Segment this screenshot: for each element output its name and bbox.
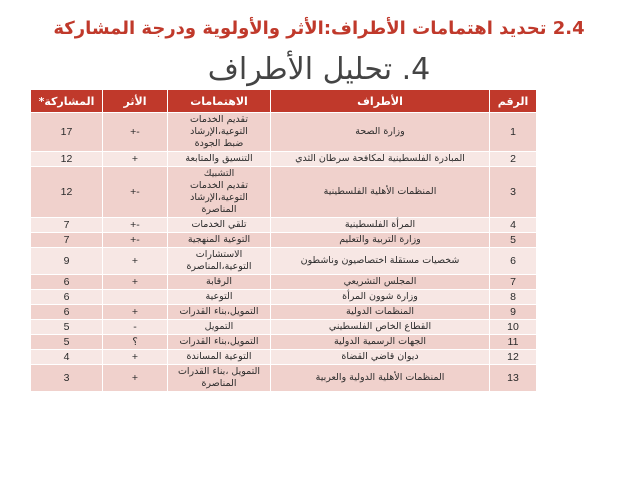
interest-line: الرقابة	[206, 276, 232, 287]
table-row	[31, 233, 537, 248]
header-num: الرقم	[490, 90, 537, 113]
row-participation: 7	[31, 233, 103, 248]
row-participation: 3	[31, 365, 103, 392]
row-party: وزارة الصحة	[271, 113, 490, 152]
table-body	[31, 113, 537, 392]
interest-line: التمويل،بناء القدرات	[179, 306, 259, 317]
row-participation: 12	[31, 152, 103, 167]
interest-line: التشبيك	[203, 168, 235, 179]
table-row	[31, 275, 537, 290]
row-party: المنظمات الأهلية الدولية والعربية	[271, 365, 490, 392]
row-number: 8	[490, 290, 537, 305]
interest-line: ضبط الجودة	[194, 138, 244, 149]
row-number: 10	[490, 320, 537, 335]
row-party: المنظمات الأهلية الفلسطينية	[271, 167, 490, 218]
row-interests	[168, 275, 271, 290]
row-interests	[168, 290, 271, 305]
table-row	[31, 218, 537, 233]
row-impact: +	[103, 152, 168, 167]
row-number: 1	[490, 113, 537, 152]
row-interests	[168, 320, 271, 335]
interest-line: المناصرة	[201, 204, 237, 215]
slide-title: 4. تحليل الأطراف	[207, 52, 431, 87]
interest-line: التوعية،المناصرة	[186, 261, 252, 272]
table-row	[31, 290, 537, 305]
interest-line: تلقي الخدمات	[191, 219, 247, 230]
row-participation: 5	[31, 335, 103, 350]
interest-line: التوعية المنهجية	[187, 234, 251, 245]
row-number: 9	[490, 305, 537, 320]
row-party: ديوان قاضي القضاة	[271, 350, 490, 365]
table-row	[31, 350, 537, 365]
row-number: 7	[490, 275, 537, 290]
stakeholder-table	[30, 89, 537, 392]
interest-line: التمويل،بناء القدرات	[179, 336, 259, 347]
header-party: الأطراف	[271, 90, 490, 113]
row-number: 3	[490, 167, 537, 218]
row-impact: ؟	[103, 335, 168, 350]
row-impact: +-	[103, 233, 168, 248]
row-party: المجلس التشريعي	[271, 275, 490, 290]
row-impact: +-	[103, 113, 168, 152]
row-participation: 5	[31, 320, 103, 335]
interest-line: تقديم الخدمات	[189, 114, 248, 125]
table-row	[31, 248, 537, 275]
interest-line: التوعية	[205, 291, 233, 302]
interest-line: التنسيق والمتابعة	[185, 153, 253, 164]
row-participation: 6	[31, 305, 103, 320]
table-row	[31, 167, 537, 218]
row-interests	[168, 305, 271, 320]
row-participation: 4	[31, 350, 103, 365]
row-impact: +	[103, 350, 168, 365]
row-impact: -	[103, 320, 168, 335]
row-number: 5	[490, 233, 537, 248]
row-participation: 6	[31, 275, 103, 290]
row-number: 13	[490, 365, 537, 392]
row-number: 4	[490, 218, 537, 233]
row-interests	[168, 152, 271, 167]
row-participation: 6	[31, 290, 103, 305]
interest-line: التوعية،الإرشاد	[190, 126, 248, 137]
slide-subtitle: 2.4 تحديد اهتمامات الأطراف:الأثر والأولوية ودرجة المشاركة	[53, 18, 585, 39]
row-interests	[168, 350, 271, 365]
row-interests	[168, 365, 271, 392]
table-row	[31, 335, 537, 350]
interest-line: التوعية،الإرشاد	[190, 192, 248, 203]
table-row	[31, 365, 537, 392]
interest-line: التمويل	[204, 321, 234, 332]
row-interests	[168, 233, 271, 248]
header-impact: الأثر	[103, 90, 168, 113]
row-interests	[168, 218, 271, 233]
row-party: القطاع الخاص الفلسطيني	[271, 320, 490, 335]
row-party: المنظمات الدولية	[271, 305, 490, 320]
row-impact: +-	[103, 218, 168, 233]
row-participation: 12	[31, 167, 103, 218]
row-interests	[168, 335, 271, 350]
row-interests	[168, 113, 271, 152]
row-impact: +	[103, 305, 168, 320]
row-number: 6	[490, 248, 537, 275]
table-row	[31, 305, 537, 320]
row-impact: +	[103, 365, 168, 392]
row-participation: 7	[31, 218, 103, 233]
interest-line: التوعية المساندة	[186, 351, 252, 362]
interest-line: المناصرة	[201, 378, 237, 389]
interest-line: التمويل ،بناء القدرات	[177, 366, 261, 377]
row-number: 2	[490, 152, 537, 167]
row-party: وزارة التربية والتعليم	[271, 233, 490, 248]
row-party: المرأة الفلسطينية	[271, 218, 490, 233]
row-participation: 9	[31, 248, 103, 275]
interest-line: تقديم الخدمات	[189, 180, 248, 191]
header-interests: الاهتمامات	[168, 90, 271, 113]
row-number: 11	[490, 335, 537, 350]
row-interests	[168, 248, 271, 275]
row-impact: +-	[103, 167, 168, 218]
row-impact: +	[103, 275, 168, 290]
row-impact: +	[103, 248, 168, 275]
interest-line: الاستشارات	[195, 249, 243, 260]
row-party: شخصيات مستقلة اختصاصيون وناشطون	[271, 248, 490, 275]
row-interests	[168, 167, 271, 218]
table-row	[31, 152, 537, 167]
row-party: وزارة شوون المرأة	[271, 290, 490, 305]
row-number: 12	[490, 350, 537, 365]
table-row	[31, 113, 537, 152]
table-row	[31, 320, 537, 335]
row-impact	[103, 290, 168, 305]
table-header-row	[31, 90, 537, 113]
row-participation: 17	[31, 113, 103, 152]
header-participation: المشاركة*	[31, 90, 103, 113]
row-party: المبادرة الفلسطينية لمكافحة سرطان الثدي	[271, 152, 490, 167]
row-party: الجهات الرسمية الدولية	[271, 335, 490, 350]
